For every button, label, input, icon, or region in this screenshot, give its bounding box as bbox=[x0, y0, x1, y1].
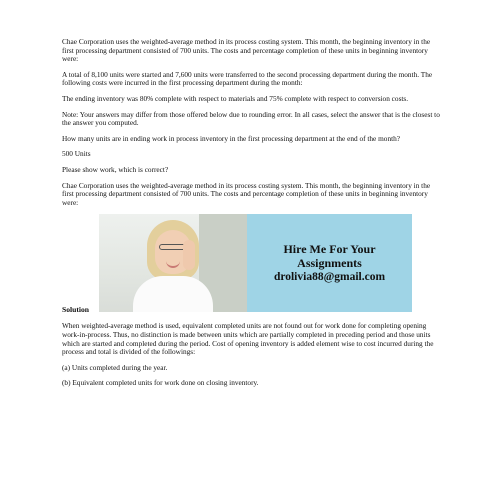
ad-subheadline: Assignments bbox=[297, 256, 362, 271]
answer-text: 500 Units bbox=[62, 149, 91, 159]
document-page bbox=[62, 38, 442, 395]
list-item: (b) Equivalent completed units for work done on closing inventory. bbox=[62, 378, 259, 388]
ad-headline: Hire Me For Your bbox=[283, 242, 376, 257]
woman-photo bbox=[99, 214, 247, 312]
paragraph: When weighted-average method is used, equivalent completed units are not found out for work done for completing opening work-in-process. Thus, no distinction is made between units which are partially completed in preceding period and those units which are started and completed during the period. Cost of opening inventory is added element wise to cost incurred during the process and total is divided of the followings: bbox=[62, 321, 434, 357]
paragraph: Chae Corporation uses the weighted-average method in its process costing system. This month, the beginning inventory in the first processing department consisted of 700 units. The costs and percentage completion of these units in beginning inventory were: bbox=[62, 180, 431, 207]
paragraph: Please show work, which is correct? bbox=[62, 164, 169, 174]
paragraph: Chae Corporation uses the weighted-average method in its process costing system. This month, the beginning inventory in the first processing department consisted of 700 units. The costs and percentage completion of these units in beginning inventory were: bbox=[62, 37, 431, 64]
advertisement-banner[interactable] bbox=[99, 214, 412, 312]
solution-section bbox=[62, 214, 442, 314]
paragraph: A total of 8,100 units were started and 7,600 units were transferred to the second processing department during the month. The following costs were incurred in the first processing department during the month: bbox=[62, 69, 433, 88]
ad-text-panel bbox=[247, 214, 412, 312]
ad-email: drolivia88@gmail.com bbox=[273, 271, 386, 284]
solution-heading: Solution bbox=[62, 305, 90, 315]
paragraph: Note: Your answers may differ from those offered below due to rounding error. In all cases, select the answer that is the closest to the answer you computed. bbox=[62, 109, 440, 128]
list-item: (a) Units completed during the year. bbox=[62, 362, 168, 372]
question-paragraph: How many units are in ending work in process inventory in the first processing department at the end of the month? bbox=[62, 133, 401, 143]
paragraph: The ending inventory was 80% complete with respect to materials and 75% complete with respect to conversion costs. bbox=[62, 93, 409, 103]
